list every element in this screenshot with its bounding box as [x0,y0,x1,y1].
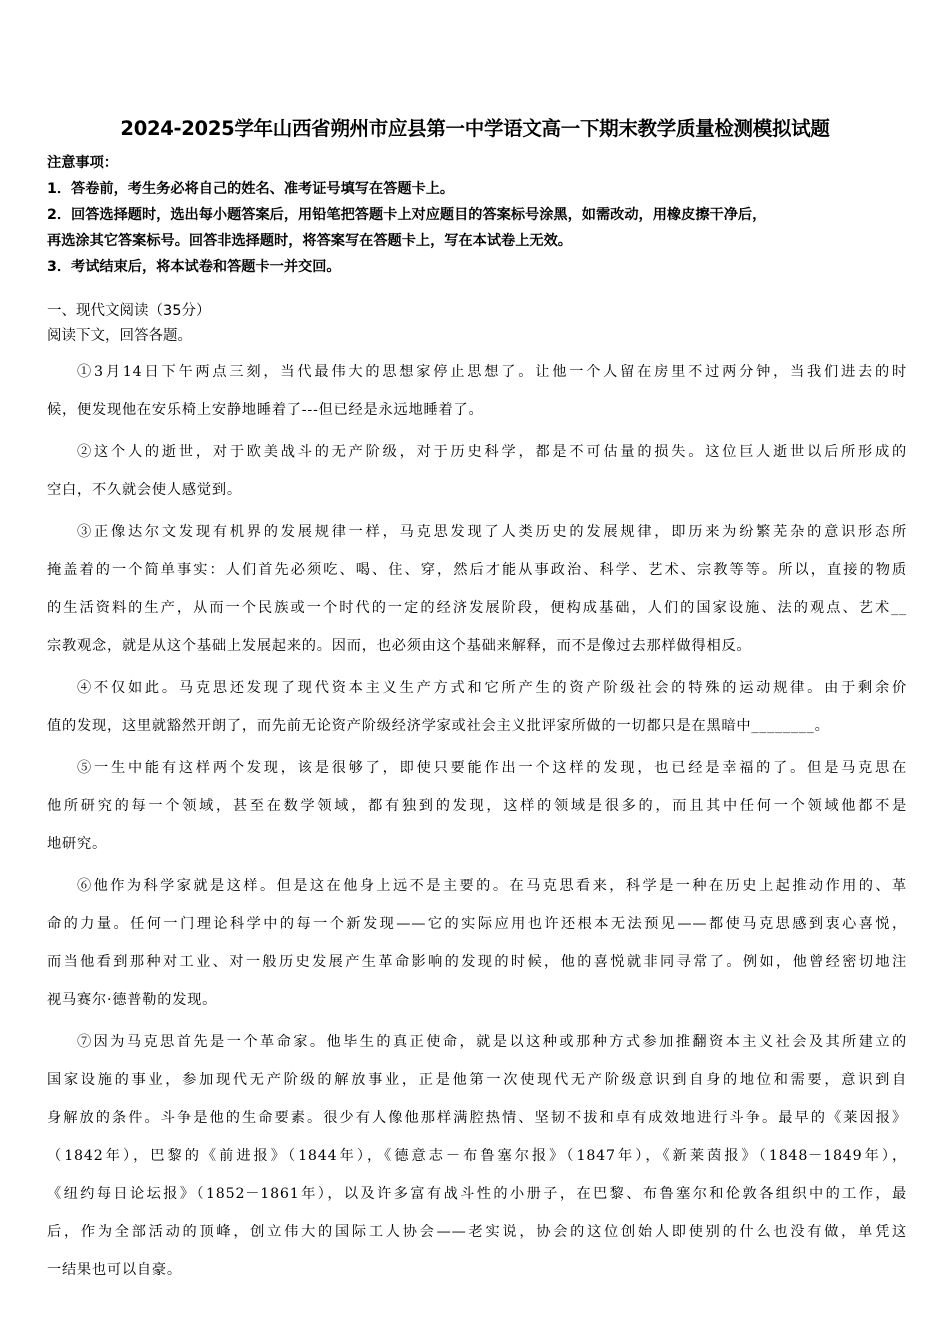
paragraph-1 [47,353,907,429]
paragraph-line: ⑦因为马克思首先是一个革命家。他毕生的真正使命，就是以这种或那种方式参加推翻资本主义社会及其所建立的 [77,1034,907,1050]
notice-line: 1．答卷前，考生务必将自己的姓名、准考证号填写在答题卡上。 [47,181,455,197]
paragraph-line: （1842年），巴黎的《前进报》（1844年），《德意志－布鲁塞尔报》（1847年），《新莱茵报》（1848－1849年）， [47,1148,907,1164]
paragraph-line: ③正像达尔文发现有机界的发展规律一样，马克思发现了人类历史的发展规律，即历来为纷繁芜杂的意识形态所 [77,524,907,540]
paragraph-3 [47,513,907,665]
paragraph-line: 地研究。 [47,836,107,852]
paragraph-line: 视马赛尔·德普勒的发现。 [47,992,218,1008]
paragraph-line: 身解放的条件。斗争是他的生命要素。很少有人像他那样满腔热情、坚韧不拔和卓有成效地进行斗争。最早的《莱因报》 [47,1110,907,1126]
notice-heading: 注意事项： [47,155,118,171]
notice-line: 2．回答选择题时，选出每小题答案后，用铅笔把答题卡上对应题目的答案标号涂黑，如需改动，用橡皮擦干净后， [47,207,767,223]
paragraph-line: 一结果也可以自豪。 [47,1262,182,1278]
reading-instruction: 阅读下文，回答各题。 [47,328,192,344]
paragraph-4 [47,669,907,745]
paragraph-5 [47,749,907,863]
page-title: 2024-2025学年山西省朔州市应县第一中学语文高一下期末教学质量检测模拟试题 [120,117,830,140]
paragraph-line: 宗教观念，就是从这个基础上发展起来的。因而，也必须由这个基础来解释，而不是像过去那样做得相反。 [47,638,752,654]
paragraph-line: ④不仅如此。马克思还发现了现代资本主义生产方式和它所产生的资产阶级社会的特殊的运动规律。由于剩余价 [77,680,907,696]
paragraph-line: ⑥他作为科学家就是这样。但是这在他身上远不是主要的。在马克思看来，科学是一种在历史上起推动作用的、革 [77,878,907,894]
paragraph-line: 而当他看到那种对工业、对一般历史发展产生革命影响的发现的时候，他的喜悦就非同寻常了。例如，他曾经密切地注 [47,954,907,970]
paragraph-line: 《纽约每日论坛报》（1852－1861年），以及许多富有战斗性的小册子，在巴黎、布鲁塞尔和伦敦各组织中的工作，最 [47,1186,907,1202]
paragraph-line: 掩盖着的一个简单事实：人们首先必须吃、喝、住、穿，然后才能从事政治、科学、艺术、宗教等等。所以，直接的物质 [47,562,907,578]
paragraph-line: 命的力量。任何一门理论科学中的每一个新发现——它的实际应用也许还根本无法预见——都使马克思感到衷心喜悦， [47,916,907,932]
paragraph-line: 空白，不久就会使人感觉到。 [47,482,242,498]
paragraph-7 [47,1023,907,1289]
paragraph-2 [47,433,907,509]
notice-line: 再选涂其它答案标号。回答非选择题时，将答案写在答题卡上，写在本试卷上无效。 [47,233,572,249]
paragraph-line: 后，作为全部活动的顶峰，创立伟大的国际工人协会——老实说，协会的这位创始人即使别的什么也没有做，单凭这 [47,1224,907,1240]
paragraph-line: 值的发现，这里就豁然开朗了，而先前无论资产阶级经济学家或社会主义批评家所做的一切都只是在黑暗中________。 [47,718,830,734]
paragraph-line: 他所研究的每一个领域，甚至在数学领域，都有独到的发现，这样的领域是很多的，而且其中任何一个领域他都不是 [47,798,907,814]
notice-line: 3．考试结束后，将本试卷和答题卡一并交回。 [47,259,341,275]
paragraph-line: ②这个人的逝世，对于欧美战斗的无产阶级，对于历史科学，都是不可估量的损失。这位巨人逝世以后所形成的 [77,444,907,460]
paragraph-line: 候，便发现他在安乐椅上安静地睡着了---但已经是永远地睡着了。 [47,402,484,418]
notice-block [47,150,907,280]
reading-article [47,353,907,1293]
paragraph-6 [47,867,907,1019]
paragraph-line: ⑤一生中能有这样两个发现，该是很够了，即使只要能作出一个这样的发现，也已经是幸福的了。但是马克思在 [77,760,907,776]
section-title: 一、现代文阅读（35分） [47,303,211,319]
paragraph-line: ①3月14日下午两点三刻，当代最伟大的思想家停止思想了。让他一个人留在房里不过两分钟，当我们进去的时 [77,364,907,380]
paragraph-line: 国家设施的事业，参加现代无产阶级的解放事业，正是他第一次使现代无产阶级意识到自身的地位和需要，意识到自 [47,1072,907,1088]
paragraph-line: 的生活资料的生产，从而一个民族或一个时代的一定的经济发展阶段，便构成基础，人们的国家设施、法的观点、艺术__ [47,600,907,616]
